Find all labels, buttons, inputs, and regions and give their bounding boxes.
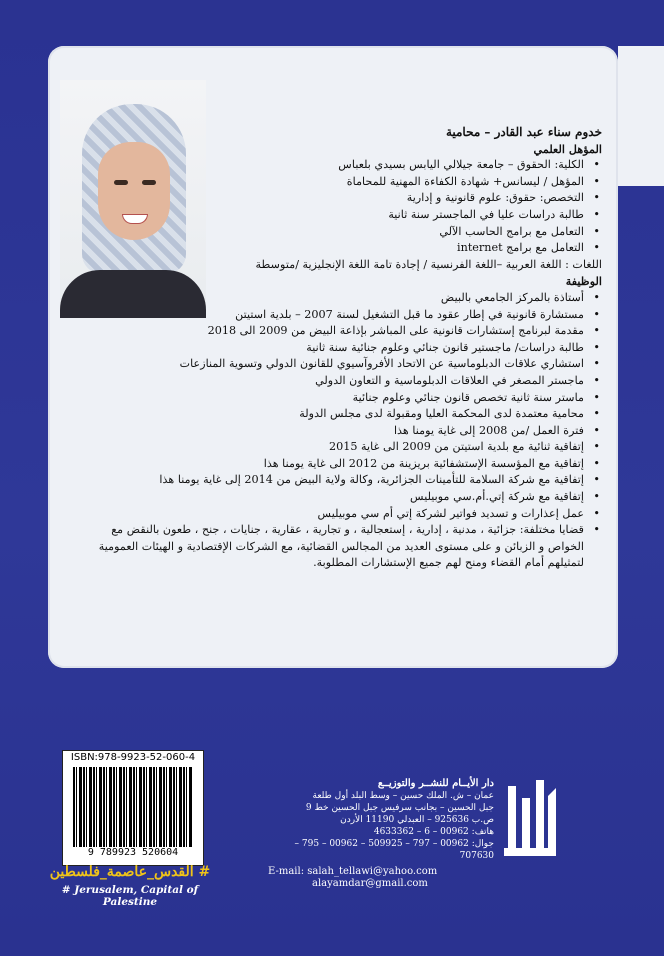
job-heading: الوظيفة — [565, 274, 602, 289]
list-item: • مستشارة قانونية في إطار عقود ما قبل التشغيل لسنة 2007 – بلدية استيتن — [66, 307, 584, 324]
list-item: • محامية معتمدة لدى المحكمة العليا ومقبولة لدى مجلس الدولة — [66, 406, 584, 423]
email-1: E-mail: salah_tellawi@yahoo.com — [268, 866, 438, 877]
languages-line: اللغات : اللغة العربية –اللغة الفرنسية / إجادة تامة اللغة الإنجليزية /متوسطة — [255, 257, 602, 271]
list-item: • فترة العمل /من 2008 إلى غاية يومنا هذا — [66, 423, 584, 440]
email-2: alayamdar@gmail.com — [312, 878, 428, 889]
list-item: • استشاري علاقات الدبلوماسية عن الاتحاد الأفروآسيوي للقانون الدولي وتسوية المنازعات — [66, 356, 584, 373]
list-item: • قضايا مختلفة: جزائية ، مدنية ، إدارية ، إستعجالية ، و تجارية ، عقارية ، جنايات ، جنح ، طعون بالنقض مع الخواص و الزبائن و على مستوى العديد من المجالس القضائية، مع الشركات الإقتصادية و الهيئات العمومية لتمثيلهم أمام القضاء ومنح لهم جميع الإستشارات المطلوبة. — [84, 522, 584, 572]
isbn-label: ISBN:978-9923-52-060-4 — [70, 752, 196, 763]
slogan-english: # Jerusalem, Capital of Palestine — [61, 884, 199, 908]
job-list — [66, 290, 606, 572]
list-item: • مقدمة لبرنامج إستشارات قانونية على المباشر بإذاعة البيض من 2009 الى 2018 — [66, 323, 584, 340]
list-item: • ماستر سنة ثانية تخصص قانون جنائي وعلوم جنائية — [66, 390, 584, 407]
list-item: • المؤهل / ليسانس+ شهادة الكفاءة المهنية للمحاماة — [66, 174, 584, 191]
publisher-address-3: ص.ب 925636 – العبدلي 11190 الأردن — [340, 815, 494, 825]
barcode-icon — [73, 767, 193, 847]
panel-extension — [618, 46, 664, 186]
publisher-address-2: جبل الحسين – بجانب سرفيس جبل الحسين خط 9 — [305, 803, 494, 813]
author-cv — [66, 124, 606, 572]
isbn-barcode — [62, 750, 204, 866]
list-item: • عمل إعذارات و تسديد فواتير لشركة إتي أم سي موبيليس — [66, 506, 584, 523]
list-item: • إتفاقية مع شركة إتي.أم.سي موبيليس — [66, 489, 584, 506]
list-item: • طالبة دراسات/ ماجستير قانون جنائي وعلوم جنائية سنة ثانية — [66, 340, 584, 357]
top-band — [0, 0, 664, 40]
author-name: خدوم سناء عبد القادر – محامية — [445, 125, 602, 139]
slogan-arabic: # القدس_عاصمة_فلسطين — [49, 864, 211, 880]
publisher-logo-icon — [500, 776, 560, 864]
list-item: • أستاذة بالمركز الجامعي بالبيض — [66, 290, 584, 307]
publisher-name: دار الأيــام للنشــر والتوزيــع — [377, 778, 494, 789]
list-item: • إتفاقية ثنائية مع بلدية استيتن من 2009 الى غاية 2015 — [66, 439, 584, 456]
academic-heading: المؤهل العلمي — [533, 141, 602, 156]
publisher-emails — [268, 866, 508, 890]
list-item: • الكلية: الحقوق – جامعة جيلالي اليابس بسيدي بلعباس — [66, 157, 584, 174]
publisher-info — [268, 778, 494, 862]
publisher-address-1: عمان – ش. الملك حسين – وسط البلد أول طلعة — [312, 791, 494, 801]
publisher-phone-1: هاتف: 00962 – 6 – 4633362 — [373, 827, 494, 837]
list-item: • التعامل مع برامج الحاسب الآلي — [66, 224, 584, 241]
barcode-digits: 9 789923 520604 — [87, 847, 179, 858]
list-item: • إتفاقية مع شركة السلامة للتأمينات الجزائرية، وكالة ولاية البيض من 2014 إلى غاية يومنا هذا — [66, 472, 584, 489]
list-item: • إتفاقية مع المؤسسة الإستشفائية بريزينة من 2012 الى غاية يومنا هذا — [66, 456, 584, 473]
academic-list — [66, 157, 606, 257]
list-item: • التخصص: حقوق: علوم قانونية و إدارية — [66, 190, 584, 207]
list-item: • ماجستر المصغر في العلاقات الدبلوماسية و التعاون الدولي — [66, 373, 584, 390]
list-item: • التعامل مع برامج internet — [66, 240, 584, 257]
list-item: • طالبة دراسات عليا في الماجستر سنة ثانية — [66, 207, 584, 224]
publisher-phone-2: جوال: 00962 – 797 – 509925 – 00962 – 795 – 707630 — [294, 839, 494, 861]
